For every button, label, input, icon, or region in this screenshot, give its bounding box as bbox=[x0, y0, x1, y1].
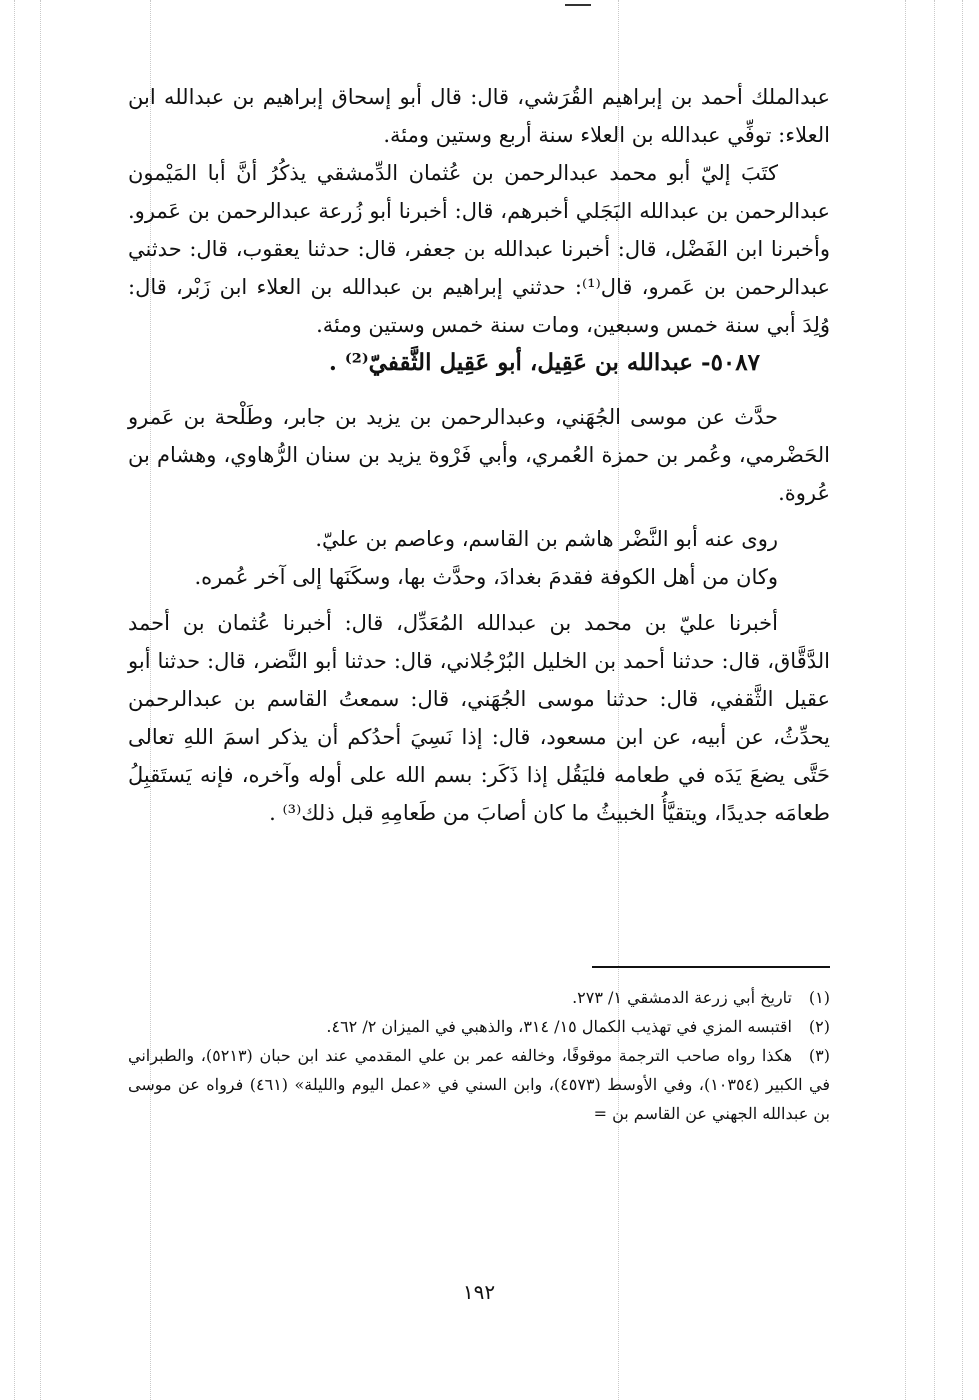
footnote-number: (٢) bbox=[808, 1017, 830, 1036]
footnote bbox=[128, 983, 830, 1012]
footnote-text: هكذا رواه صاحب الترجمة موقوفًا، وخالفه عمر بن علي المقدمي عند ابن حبان (٥٢١٣)، والطبراني في الكبير (١٠٣٥٤)، وفي الأوسط (٤٥٧٣)، وابن السني في «عمل اليوم والليلة» (٤٦١) فرواه عن موسى بن عبدالله الجهني عن القاسم بن = bbox=[128, 1046, 830, 1123]
footnote-separator bbox=[592, 966, 830, 968]
main-text bbox=[128, 78, 830, 832]
scan-guide-line bbox=[40, 0, 41, 1400]
paragraph: عبدالملك أحمد بن إبراهيم القُرَشي، قال: قال أبو إسحاق إبراهيم بن عبدالله ابن العلاء: توفِّي عبدالله بن العلاء سنة أربع وستين ومئة. bbox=[128, 85, 830, 147]
entry-heading: ٥٠٨٧- عبدالله بن عَقِيل، أبو عَقِيل الثَّقفيّ⁽²⁾ . bbox=[328, 349, 760, 376]
paragraph: وكان من أهل الكوفة فقدمَ بغدادَ، وحدَّث بها، وسكَنَها إلى آخر عُمره. bbox=[194, 565, 778, 589]
scan-guide-line bbox=[934, 0, 935, 1400]
scan-guide-line bbox=[962, 0, 963, 1400]
paragraph: حدَّث عن موسى الجُهَني، وعبدالرحمن بن يزيد بن جابر، وطَلْحة بن عَمرو الحَضْرمي، وعُمر بن حمزة العُمري، وأبي فَرْوة يزيد بن سنان الرُّهاوي، وهشام بن عُروة. bbox=[128, 405, 830, 505]
paragraph: أخبرنا عليّ بن محمد بن عبدالله المُعَدِّل، قال: أخبرنا عُثمان بن أحمد الدَّقَّاق، قال: حدثنا أحمد بن الخليل البُرْجُلاني، قال: حدثنا أبو النَّضر، قال: حدثنا أبو عقيل الثَّقفي، قال: حدثنا موسى الجُهَني، قال: سمعتُ القاسم بن عبدالرحمن يحدِّثُ، عن أبيه، عن ابن مسعود، قال: إذا نَسِيَ أحدُكم أن يذكر اسمَ اللهِ تعالى حَتَّى يضعَ يَدَه في طعامه فليَقُل إذا ذَكَر: بسم الله على أوله وآخره، فإنه يَستَقبِلُ طعامَه جديدًا، ويتقيَّأُ الخبيثُ ما كان أصابَ من طَعامِهِ قبل ذلك⁽³⁾ . bbox=[128, 611, 830, 825]
scan-guide-line bbox=[14, 0, 15, 1400]
top-mark bbox=[565, 4, 591, 6]
paragraph: كتَبَ إليّ أبو محمد عبدالرحمن بن عُثمان الدِّمشقي يذكُرُ أنَّ أبا المَيْمون عبدالرحمن بن عبدالله البَجَلي أخبرهم، قال: أخبرنا أبو زُرعة عبدالرحمن بن عَمرو. وأخبرنا ابن الفَضْل، قال: أخبرنا عبدالله بن جعفر، قال: حدثنا يعقوب، قال: حدثني عبدالرحمن بن عَمرو، قال⁽¹⁾: حدثني إبراهيم بن عبدالله بن العلاء ابن زَبْر، قال: وُلِدَ أبي سنة خمس وسبعين، ومات سنة خمس وستين ومئة. bbox=[128, 161, 830, 337]
footnote-number: (١) bbox=[808, 988, 830, 1007]
page-number: ١٩٢ bbox=[462, 1280, 496, 1304]
footnote-text: تاريخ أبي زرعة الدمشقي ١/ ٢٧٣. bbox=[572, 988, 792, 1007]
footnote-text: اقتبسه المزي في تهذيب الكمال ١٥/ ٣١٤، والذهبي في الميزان ٢/ ٤٦٢. bbox=[326, 1017, 792, 1036]
footnote bbox=[128, 1012, 830, 1041]
paragraph: روى عنه أبو النَّضْر هاشم بن القاسم، وعاصم بن عليّ. bbox=[315, 527, 778, 551]
scan-guide-line bbox=[905, 0, 906, 1400]
footnote-number: (٣) bbox=[808, 1046, 831, 1065]
footnotes bbox=[128, 983, 830, 1128]
footnote bbox=[128, 1041, 830, 1128]
